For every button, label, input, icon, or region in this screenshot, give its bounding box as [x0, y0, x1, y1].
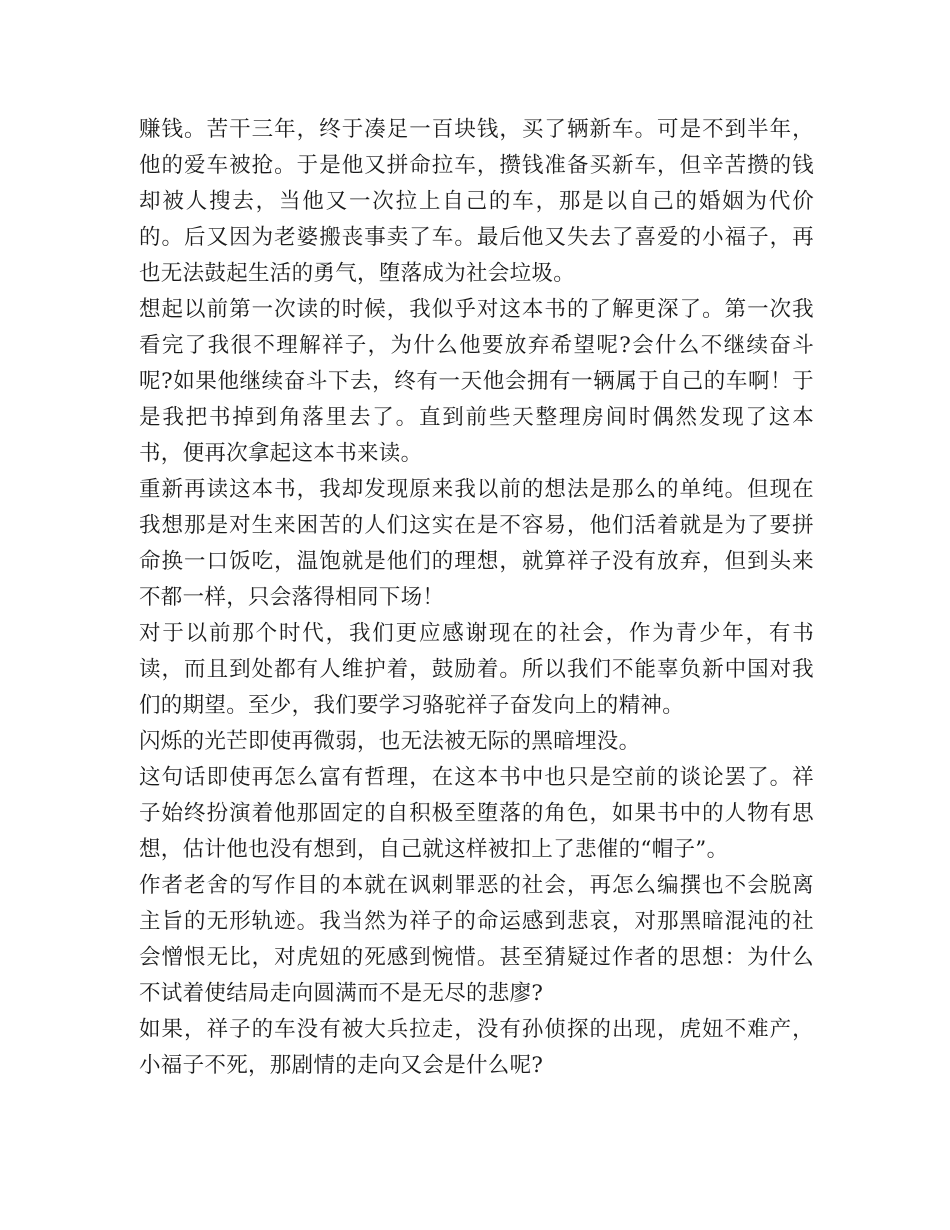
paragraph: 闪烁的光芒即使再微弱，也无法被无际的黑暗埋没。: [139, 729, 641, 754]
paragraph: 如果，祥子的车没有被大兵拉走，没有孙侦探的出现，虎妞不难产，小福子不死，那剧情的走向又会是什么呢?: [139, 1017, 814, 1078]
paragraph: 作者老舍的写作目的本就在讽刺罪恶的社会，再怎么编撰也不会脱离主旨的无形轨迹。我当然为祥子的命运感到悲哀，对那黑暗混沌的社会憎恨无比，对虎妞的死感到惋惜。甚至猜疑过作者的思想：为什么不试着使结局走向圆满而不是无尽的悲廖?: [139, 873, 814, 1006]
document-body: [139, 112, 814, 1084]
paragraph: 对于以前那个时代，我们更应感谢现在的社会，作为青少年，有书读，而且到处都有人维护着，鼓励着。所以我们不能辜负新中国对我们的期望。至少，我们要学习骆驼祥子奋发向上的精神。: [139, 621, 814, 718]
paragraph: 想起以前第一次读的时候，我似乎对这本书的了解更深了。第一次我看完了我很不理解祥子，为什么他要放弃希望呢?会什么不继续奋斗呢?如果他继续奋斗下去，终有一天他会拥有一辆属于自己的车啊！于是我把书掉到角落里去了。直到前些天整理房间时偶然发现了这本书，便再次拿起这本书来读。: [139, 297, 814, 466]
paragraph: 赚钱。苦干三年，终于凑足一百块钱，买了辆新车。可是不到半年，他的爱车被抢。于是他又拼命拉车，攒钱准备买新车，但辛苦攒的钱却被人搜去，当他又一次拉上自己的车，那是以自己的婚姻为代价的。后又因为老婆搬丧事卖了车。最后他又失去了喜爱的小福子，再也无法鼓起生活的勇气，堕落成为社会垃圾。: [139, 117, 814, 286]
paragraph: 重新再读这本书，我却发现原来我以前的想法是那么的单纯。但现在我想那是对生来困苦的人们这实在是不容易，他们活着就是为了要拼命换一口饭吃，温饱就是他们的理想，就算祥子没有放弃，但到头来不都一样，只会落得相同下场！: [139, 477, 814, 610]
paragraph: 这句话即使再怎么富有哲理，在这本书中也只是空前的谈论罢了。祥子始终扮演着他那固定的自积极至堕落的角色，如果书中的人物有思想，估计他也没有想到，自己就这样被扣上了悲催的“帽子”。: [139, 765, 814, 862]
